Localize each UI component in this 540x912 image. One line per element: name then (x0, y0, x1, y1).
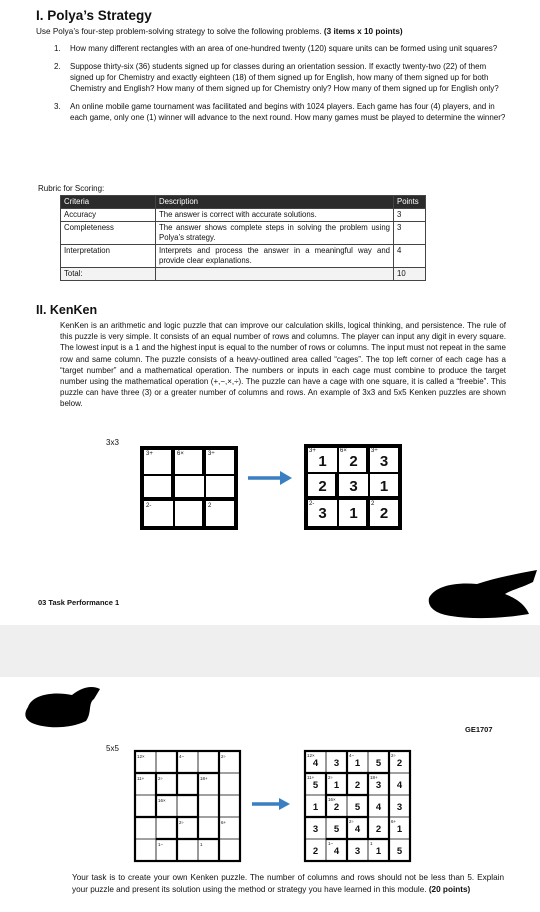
cell-value: 2 (318, 478, 327, 495)
cage-label: 2÷ (221, 754, 226, 759)
cell-value: 5 (354, 802, 361, 813)
cage-label: 2- (146, 503, 152, 509)
cell-value: 4 (354, 824, 361, 835)
rubric-description: Interprets and process the answer in a meaningful way and provide clear explanations. (156, 245, 394, 268)
cell-value: 4 (396, 780, 403, 791)
cage-label: 6+ (221, 820, 227, 825)
rubric-points: 4 (394, 245, 426, 268)
cell-value: 4 (312, 758, 319, 769)
rubric-total-blank (156, 268, 394, 281)
cage-label: 2 (371, 501, 375, 507)
puzzle-5x5-label: 5x5 (106, 744, 119, 753)
cell-value: 1 (318, 453, 327, 470)
kenken-5x5-puzzle (133, 749, 243, 865)
cell-value: 3 (354, 846, 361, 857)
rubric-total-label: Total: (61, 268, 156, 281)
section-2-title: II. KenKen (36, 303, 98, 317)
cell-value: 4 (375, 802, 382, 813)
cage-label: 6× (340, 448, 347, 454)
cell-value: 2 (396, 758, 403, 769)
puzzle-3x3-label: 3x3 (106, 438, 119, 447)
grid-cell (205, 475, 235, 500)
cell-value: 1 (312, 802, 319, 813)
rubric-criteria: Interpretation (61, 245, 156, 268)
rubric-total-points: 10 (394, 268, 426, 281)
cage-label: 4− (349, 753, 355, 758)
rubric-criteria: Completeness (61, 222, 156, 245)
rubric-header-description: Description (156, 196, 394, 209)
cell-value: 4 (333, 846, 340, 857)
cell-value: 1 (354, 758, 361, 769)
cage-label: 2÷ (349, 819, 354, 824)
kenken-description: KenKen is an arithmetic and logic puzzle that can improve our calculation skills, logical thinking, and persistence. The rule of this puzzle is very simple. It consists of an equal number of rows and columns. The player can input any digit in every square. The lowest input is a 1 and the highest input is equal to the number of rows or columns. The input must not repeat in the same row and same column. The puzzle consists of a heavy-outlined area called “cages”. The top left corner of each cage has a “target number” and a mathematical operation. The numbers or inputs in each cage must combine to produce the target number using the mathematical operation (+,−,×,÷). The puzzle can have a cage with one square, it is called a “freebie”. This puzzle can have three (3) or a greater number of columns and rows. An example of 3x3 and 5x5 Kenken puzzles are shown below. (60, 321, 506, 409)
rubric-total-row (61, 268, 426, 281)
cage-label: 2÷ (328, 775, 333, 780)
cell-value: 2 (312, 846, 319, 857)
cell-value: 5 (312, 780, 319, 791)
cell-value: 1 (333, 780, 340, 791)
cell-value: 5 (375, 758, 382, 769)
grid-cell (174, 475, 205, 500)
rubric-label: Rubric for Scoring: (38, 184, 105, 193)
cell-value: 2 (379, 505, 389, 522)
cage-label: 1− (158, 842, 164, 847)
cage-label: 2 (208, 503, 212, 509)
cage-label: 3÷ (208, 451, 215, 457)
rubric-header-points: Points (394, 196, 426, 209)
arrow-icon (250, 797, 292, 811)
cell-value: 2 (349, 453, 358, 470)
cage-label: 1− (328, 841, 334, 846)
cage-label: 3÷ (371, 448, 378, 454)
cage-label: 18+ (370, 775, 378, 780)
cell-value: 1 (349, 505, 358, 522)
cell-value: 2 (375, 824, 382, 835)
cell-value: 3 (318, 505, 327, 522)
cell-value: 5 (396, 846, 403, 857)
rubric-points: 3 (394, 222, 426, 245)
cage-label: 1 (370, 841, 373, 846)
cell-value: 3 (379, 453, 389, 470)
grid-cell (174, 500, 205, 527)
cage-label: 6+ (391, 819, 397, 824)
cage-label: 3+ (146, 451, 153, 457)
cage-label: 18+ (200, 776, 208, 781)
rubric-header-row (61, 196, 426, 209)
cell-value: 3 (333, 758, 340, 769)
page-2 (0, 677, 540, 912)
cage-label: 16× (328, 797, 336, 802)
cell-value: 3 (312, 824, 319, 835)
page-gap (0, 625, 540, 677)
cage-label: 12× (137, 754, 145, 759)
kenken-3x3-solution (304, 444, 402, 530)
problem-list (54, 43, 506, 130)
cage-label: 2- (309, 501, 315, 507)
cell-value: 5 (333, 824, 340, 835)
cage-label: 11+ (137, 776, 145, 781)
cell-value: 3 (375, 780, 382, 791)
cell-value: 1 (396, 824, 403, 835)
redaction-mark (22, 683, 102, 729)
cell-value: 2 (354, 780, 361, 791)
problem-item: 2. Suppose thirty-six (36) students signed up for classes during an orientation session. If exactly twenty-two (22) of them signed up for Chemistry and exactly eighteen (18) of them signed up for English, how many of them signed up for both Chemistry and English? How many of them signed up for Chemistry only? How many of them signed up for English only? (54, 62, 499, 93)
section-1-intro: Use Polya’s four-step problem-solving strategy to solve the following problems. (3 items x 10 points) (36, 27, 403, 36)
cage-label: 4− (179, 754, 185, 759)
cage-label: 1 (200, 842, 203, 847)
footer-label: 03 Task Performance 1 (38, 598, 120, 607)
cage-label: 2÷ (158, 776, 163, 781)
cage-label: 2÷ (391, 753, 396, 758)
cell-value: 1 (375, 846, 382, 857)
rubric-row (61, 222, 426, 245)
cage-label: 12× (307, 753, 315, 758)
solution-values-5x5 (305, 751, 410, 861)
problem-item: 1. How many different rectangles with an area of one-hundred twenty (120) square units can be formed using unit squares? (54, 44, 498, 53)
cage-label: 2÷ (179, 820, 184, 825)
section-1-title: I. Polya’s Strategy (36, 8, 152, 23)
cell-value: 3 (349, 478, 358, 495)
cage-label: 11+ (307, 775, 315, 780)
cell-value: 1 (379, 478, 389, 495)
rubric-table (60, 195, 426, 281)
rubric-row (61, 245, 426, 268)
cell-value: 3 (396, 802, 403, 813)
task-instructions: Your task is to create your own Kenken puzzle. The number of columns and rows should not be less than 5. Explain your puzzle and present its solution using the method or strategy you have learned in this module. (20 points) (72, 873, 504, 894)
rubric-description: The answer is correct with accurate solutions. (156, 209, 394, 222)
cage-label: 3+ (309, 448, 316, 454)
kenken-3x3-puzzle (140, 446, 238, 530)
rubric-criteria: Accuracy (61, 209, 156, 222)
cell-value: 2 (333, 802, 340, 813)
rubric-description: The answer shows complete steps in solving the problem using Polya’s strategy. (156, 222, 394, 245)
rubric-header-criteria: Criteria (61, 196, 156, 209)
rubric-row (61, 209, 426, 222)
cage-label: 6× (177, 451, 184, 457)
grid-cell (143, 475, 174, 500)
problem-item: 3. An online mobile game tournament was facilitated and begins with 1024 players. Each game has four (4) players, and in each game, only one (1) winner will advance to the next round. How many games must be played to determine the winner? (54, 102, 506, 122)
arrow-icon (246, 470, 294, 486)
redaction-mark (425, 568, 540, 620)
course-code: GE1707 (465, 725, 493, 734)
cage-label: 16× (158, 798, 166, 803)
rubric-points: 3 (394, 209, 426, 222)
